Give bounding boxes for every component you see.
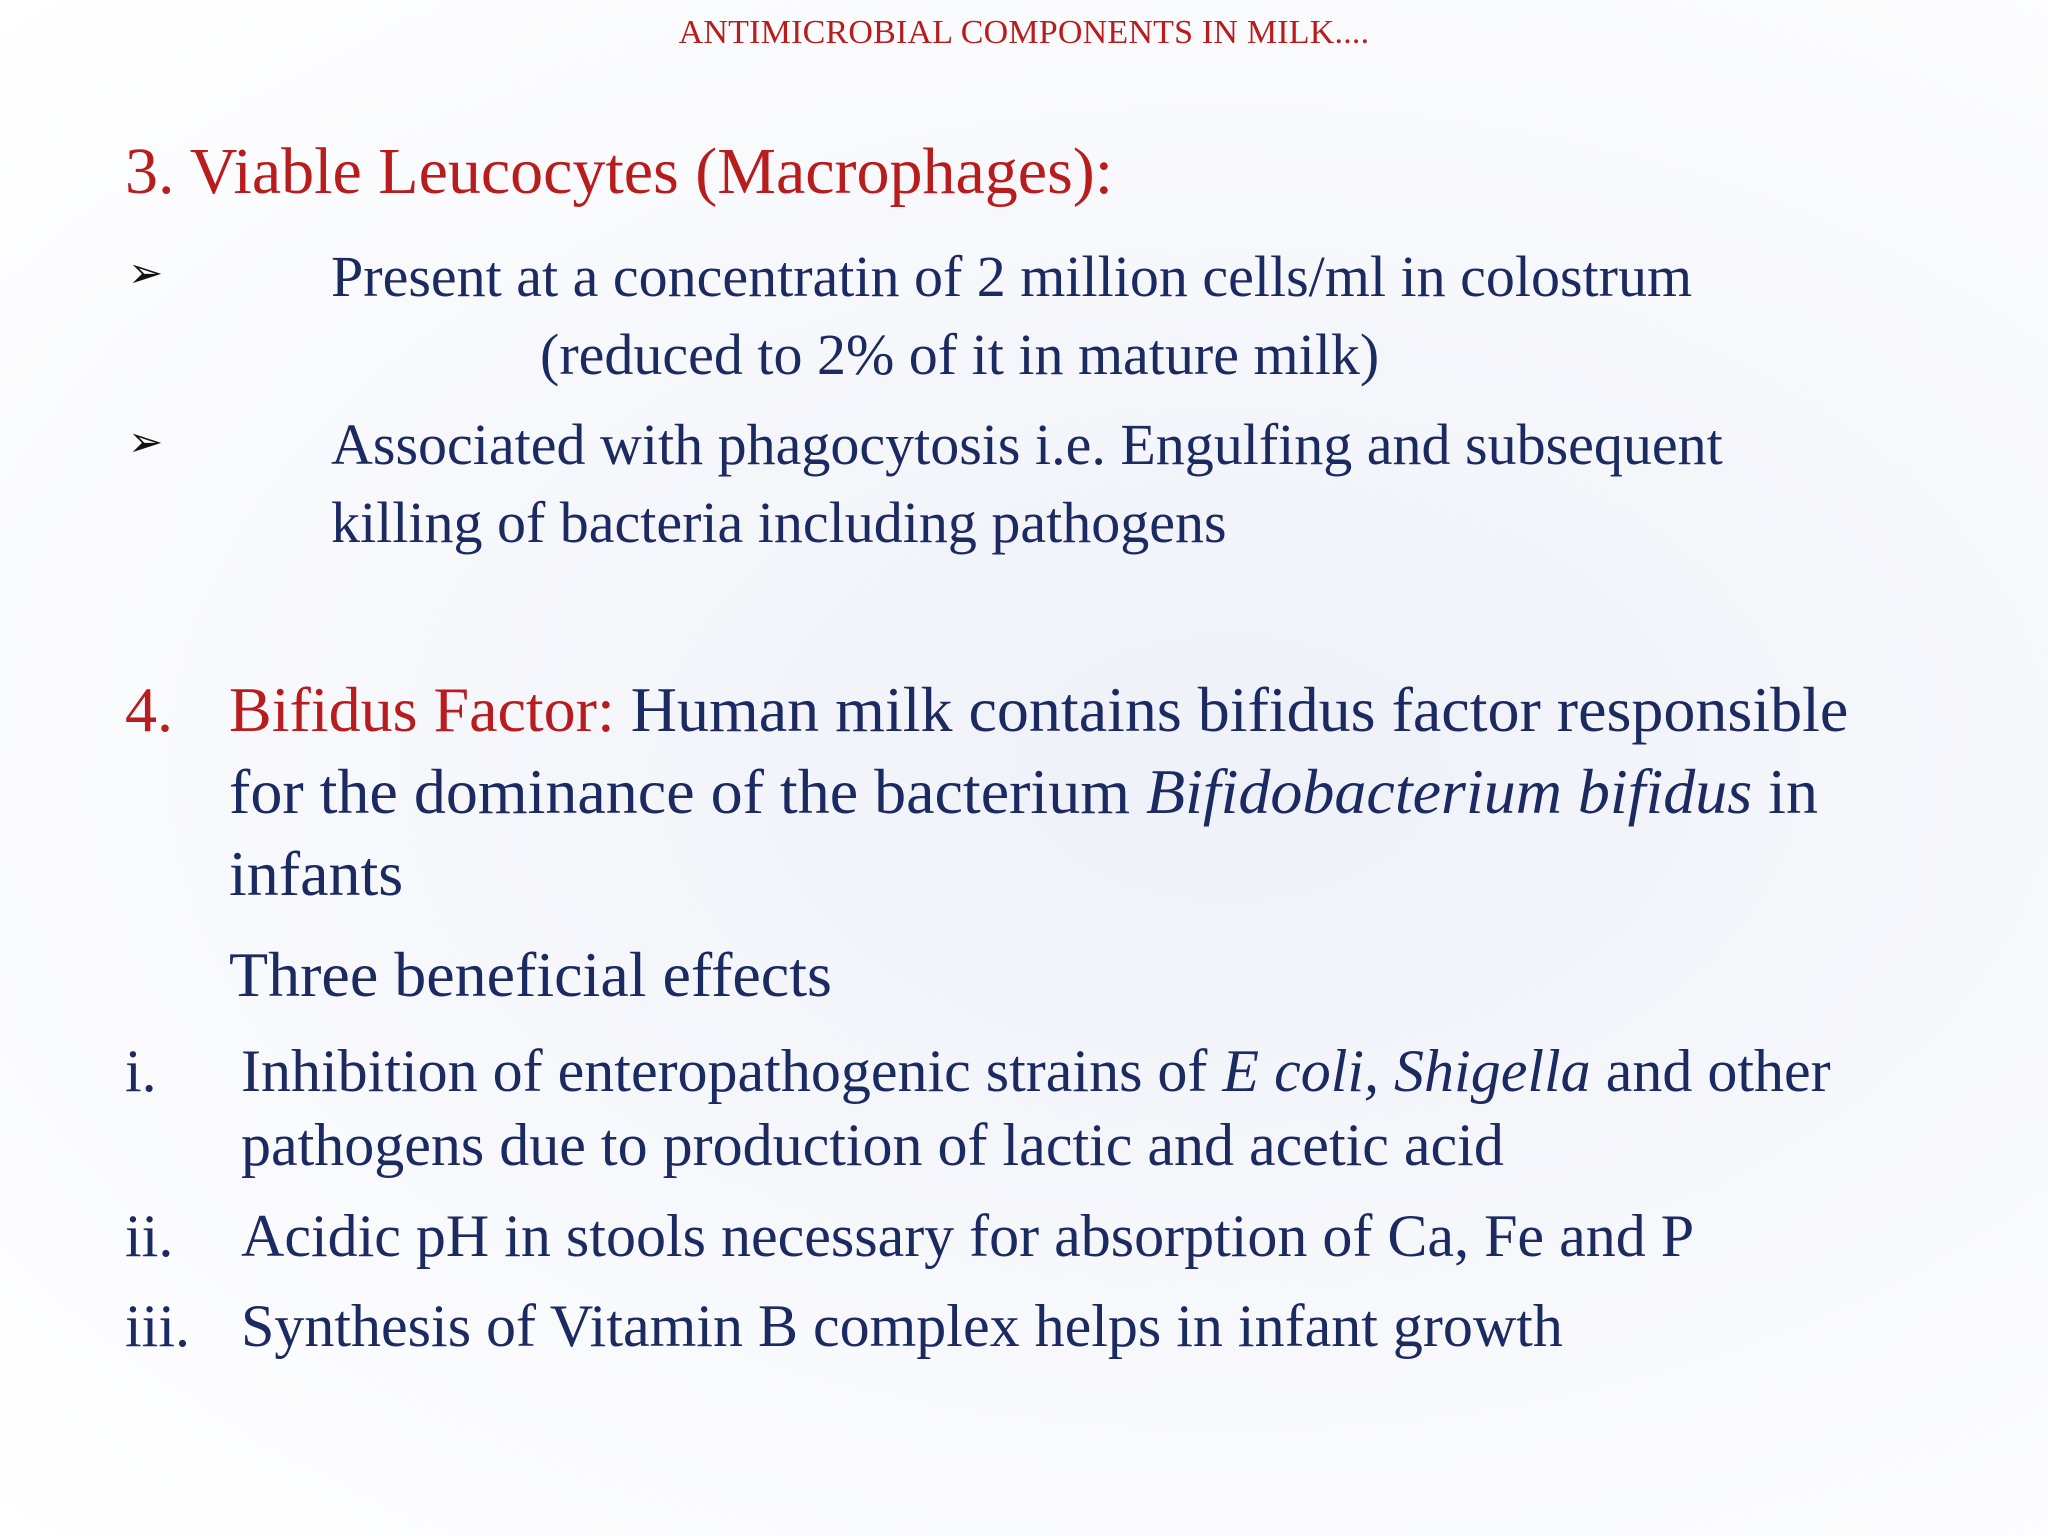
arrow-bullet-icon: ➢ xyxy=(128,420,164,466)
species-name: Bifidobacterium bifidus xyxy=(1145,756,1753,827)
section-4-line-1-text: Human milk contains bifidus factor responsible xyxy=(614,674,1849,745)
effect-2-numeral: ii. xyxy=(125,1203,174,1269)
bullet-2-line-2: killing of bacteria including pathogens xyxy=(331,490,1227,555)
section-4-line-1 xyxy=(229,674,1849,745)
effect-2-line-1: Acidic pH in stools necessary for absorption of Ca, Fe and P xyxy=(241,1203,1695,1269)
bullet-1-line-2: (reduced to 2% of it in mature milk) xyxy=(540,322,1380,387)
slide-title: ANTIMICROBIAL COMPONENTS IN MILK.... xyxy=(678,14,1370,51)
section-4-line-2-post: in xyxy=(1752,756,1818,827)
effect-1-line-1 xyxy=(241,1038,1831,1104)
section-4-label: Bifidus Factor: xyxy=(229,674,615,745)
effect-1-numeral: i. xyxy=(125,1038,157,1104)
section-4-number: 4. xyxy=(125,674,173,745)
effect-1-line-1-pre: Inhibition of enteropathogenic strains of xyxy=(241,1038,1223,1104)
effects-subheading: Three beneficial effects xyxy=(229,939,832,1010)
effect-1-line-1-post: and other xyxy=(1590,1038,1831,1104)
section-3-heading: 3. Viable Leucocytes (Macrophages): xyxy=(125,135,1114,208)
effect-1-pathogens: E coli, Shigella xyxy=(1222,1038,1591,1104)
arrow-bullet-icon: ➢ xyxy=(128,251,164,297)
effect-1-line-2: pathogens due to production of lactic and acetic acid xyxy=(241,1112,1504,1178)
section-4-line-2-pre: for the dominance of the bacterium xyxy=(229,756,1146,827)
bullet-1-line-1: Present at a concentratin of 2 million cells/ml in colostrum xyxy=(331,244,1693,309)
section-4-line-3: infants xyxy=(229,838,404,909)
section-4-line-2 xyxy=(229,756,1818,827)
effect-3-numeral: iii. xyxy=(125,1293,191,1359)
bullet-2-line-1: Associated with phagocytosis i.e. Engulfing and subsequent xyxy=(331,412,1723,477)
effect-3-line-1: Synthesis of Vitamin B complex helps in infant growth xyxy=(241,1293,1563,1359)
